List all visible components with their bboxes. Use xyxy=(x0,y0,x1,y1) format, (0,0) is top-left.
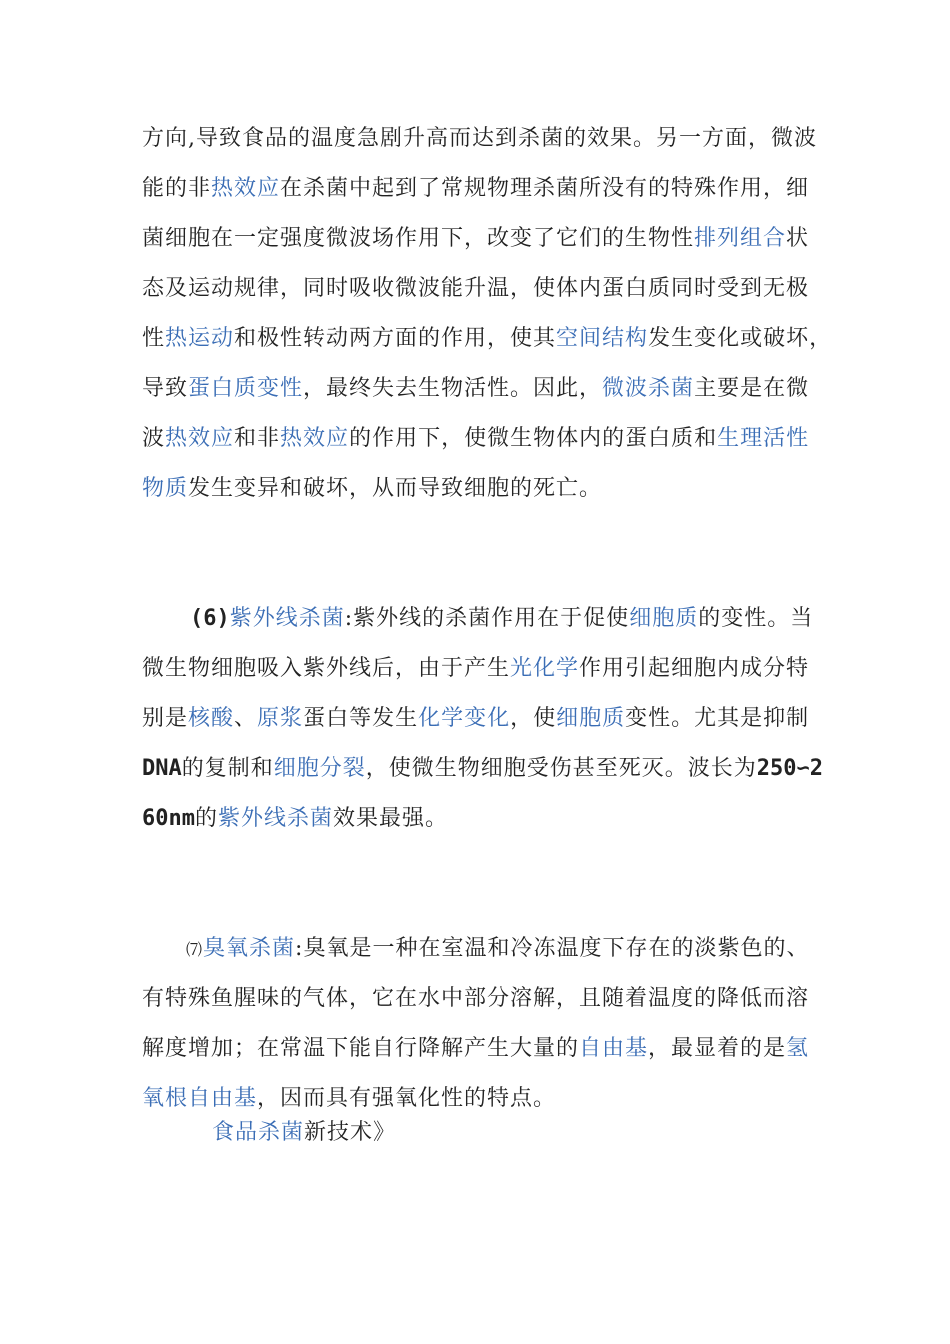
paragraph-line xyxy=(142,324,832,354)
text: ，因而具有强氧化性的特点。 xyxy=(257,1086,557,1111)
text: 的复制和 xyxy=(181,756,274,781)
text: 作用引起细胞内成分特 xyxy=(579,656,810,681)
link-uv-sterilization[interactable]: 紫外线杀菌 xyxy=(229,606,345,631)
link-heat-effect[interactable]: 热效应 xyxy=(211,176,281,201)
paragraph-line xyxy=(190,604,813,634)
paragraph-line xyxy=(142,424,809,454)
paragraph-line xyxy=(142,124,817,154)
paragraph-line xyxy=(142,654,809,684)
link-arrangement[interactable]: 排列组合 xyxy=(694,226,787,251)
paragraph-line xyxy=(142,174,809,204)
paragraph-line xyxy=(142,1034,809,1064)
link-hydroxyl-radical[interactable]: 氧根自由基 xyxy=(142,1086,258,1111)
paragraph-line xyxy=(142,274,809,304)
link-protein-denaturation[interactable]: 蛋白质变性 xyxy=(188,376,304,401)
text: 有特殊鱼腥味的气体，它在水中部分溶解，且随着温度的降低而溶 xyxy=(142,986,810,1011)
text: 的 xyxy=(194,806,218,831)
link-ozone-sterilization[interactable]: 臭氧杀菌 xyxy=(203,936,296,961)
link-uv-sterilization[interactable]: 紫外线杀菌 xyxy=(218,806,334,831)
text: 波 xyxy=(142,426,166,451)
link-chemical-change[interactable]: 化学变化 xyxy=(418,706,511,731)
text: 导致 xyxy=(142,376,189,401)
text: 状 xyxy=(786,226,810,251)
link-heat-effect[interactable]: 热效应 xyxy=(165,426,235,451)
link-photochemistry[interactable]: 光化学 xyxy=(510,656,580,681)
link-cytoplasm[interactable]: 细胞质 xyxy=(556,706,626,731)
link-bioactive[interactable]: 生理活性 xyxy=(717,426,810,451)
link-heat-effect[interactable]: 热效应 xyxy=(280,426,350,451)
paragraph-line xyxy=(142,374,809,404)
link-bioactive-substance[interactable]: 物质 xyxy=(142,476,189,501)
text: 和非 xyxy=(234,426,281,451)
link-nucleic-acid[interactable]: 核酸 xyxy=(188,706,235,731)
text: 态及运动规律，同时吸收微波能升温，使体内蛋白质同时受到无极 xyxy=(142,276,810,301)
text: DNA xyxy=(142,756,182,781)
text: 新技术》 xyxy=(304,1120,397,1145)
paragraph-line xyxy=(186,934,809,965)
paragraph-line xyxy=(142,984,809,1014)
text: 变性。尤其是抑制 xyxy=(625,706,810,731)
text: 能的非 xyxy=(142,176,212,201)
paragraph-line xyxy=(142,224,809,254)
text: ，最显着的是 xyxy=(648,1036,787,1061)
link-cell-division[interactable]: 细胞分裂 xyxy=(273,756,366,781)
link-free-radical[interactable]: 自由基 xyxy=(579,1036,649,1061)
text: 别是 xyxy=(142,706,189,731)
text: 蛋白等发生 xyxy=(303,706,419,731)
text: 性 xyxy=(142,326,166,351)
paragraph-line xyxy=(142,754,823,784)
link-protoplasm[interactable]: 原浆 xyxy=(257,706,304,731)
text: :紫外线的杀菌作用在于促使 xyxy=(344,606,630,631)
link-thermal-motion[interactable]: 热运动 xyxy=(165,326,235,351)
text: ，使微生物细胞受伤甚至死灭。波长为 xyxy=(365,756,757,781)
text: 60nm xyxy=(142,806,195,831)
item-number: ⑺ xyxy=(186,940,204,959)
source-note xyxy=(212,1118,396,1148)
text: 250∽2 xyxy=(756,756,824,781)
text: 、 xyxy=(234,706,258,731)
item-number: (6) xyxy=(190,606,230,631)
text: 效果最强。 xyxy=(333,806,449,831)
link-food-sterilization[interactable]: 食品杀菌 xyxy=(212,1120,305,1145)
text: 的变性。当 xyxy=(698,606,814,631)
text: 解度增加；在常温下能自行降解产生大量的 xyxy=(142,1036,580,1061)
text: 发生变异和破坏，从而导致细胞的死亡。 xyxy=(188,476,603,501)
text: 的作用下，使微生物体内的蛋白质和 xyxy=(349,426,718,451)
link-spatial-structure[interactable]: 空间结构 xyxy=(556,326,649,351)
paragraph-line xyxy=(142,804,448,834)
text: 方向,导致食品的温度急剧升高而达到杀菌的效果。另一方面，微波 xyxy=(142,126,817,151)
text: 主要是在微 xyxy=(694,376,810,401)
text: ，使 xyxy=(510,706,557,731)
text: 和极性转动两方面的作用，使其 xyxy=(234,326,557,351)
link-microwave-sterilization[interactable]: 微波杀菌 xyxy=(602,376,695,401)
paragraph-line xyxy=(142,474,602,504)
paragraph-line xyxy=(142,704,809,734)
text: 微生物细胞吸入紫外线后，由于产生 xyxy=(142,656,511,681)
paragraph-line xyxy=(142,1084,556,1114)
link-cytoplasm[interactable]: 细胞质 xyxy=(629,606,699,631)
link-hydroxyl-radical[interactable]: 氢 xyxy=(786,1036,810,1061)
text: 发生变化或破坏， xyxy=(648,326,833,351)
text: ，最终失去生物活性。因此， xyxy=(303,376,603,401)
text: 在杀菌中起到了常规物理杀菌所没有的特殊作用，细 xyxy=(280,176,810,201)
text: :臭氧是一种在室温和冷冻温度下存在的淡紫色的、 xyxy=(295,936,810,961)
text: 菌细胞在一定强度微波场作用下，改变了它们的生物性 xyxy=(142,226,695,251)
